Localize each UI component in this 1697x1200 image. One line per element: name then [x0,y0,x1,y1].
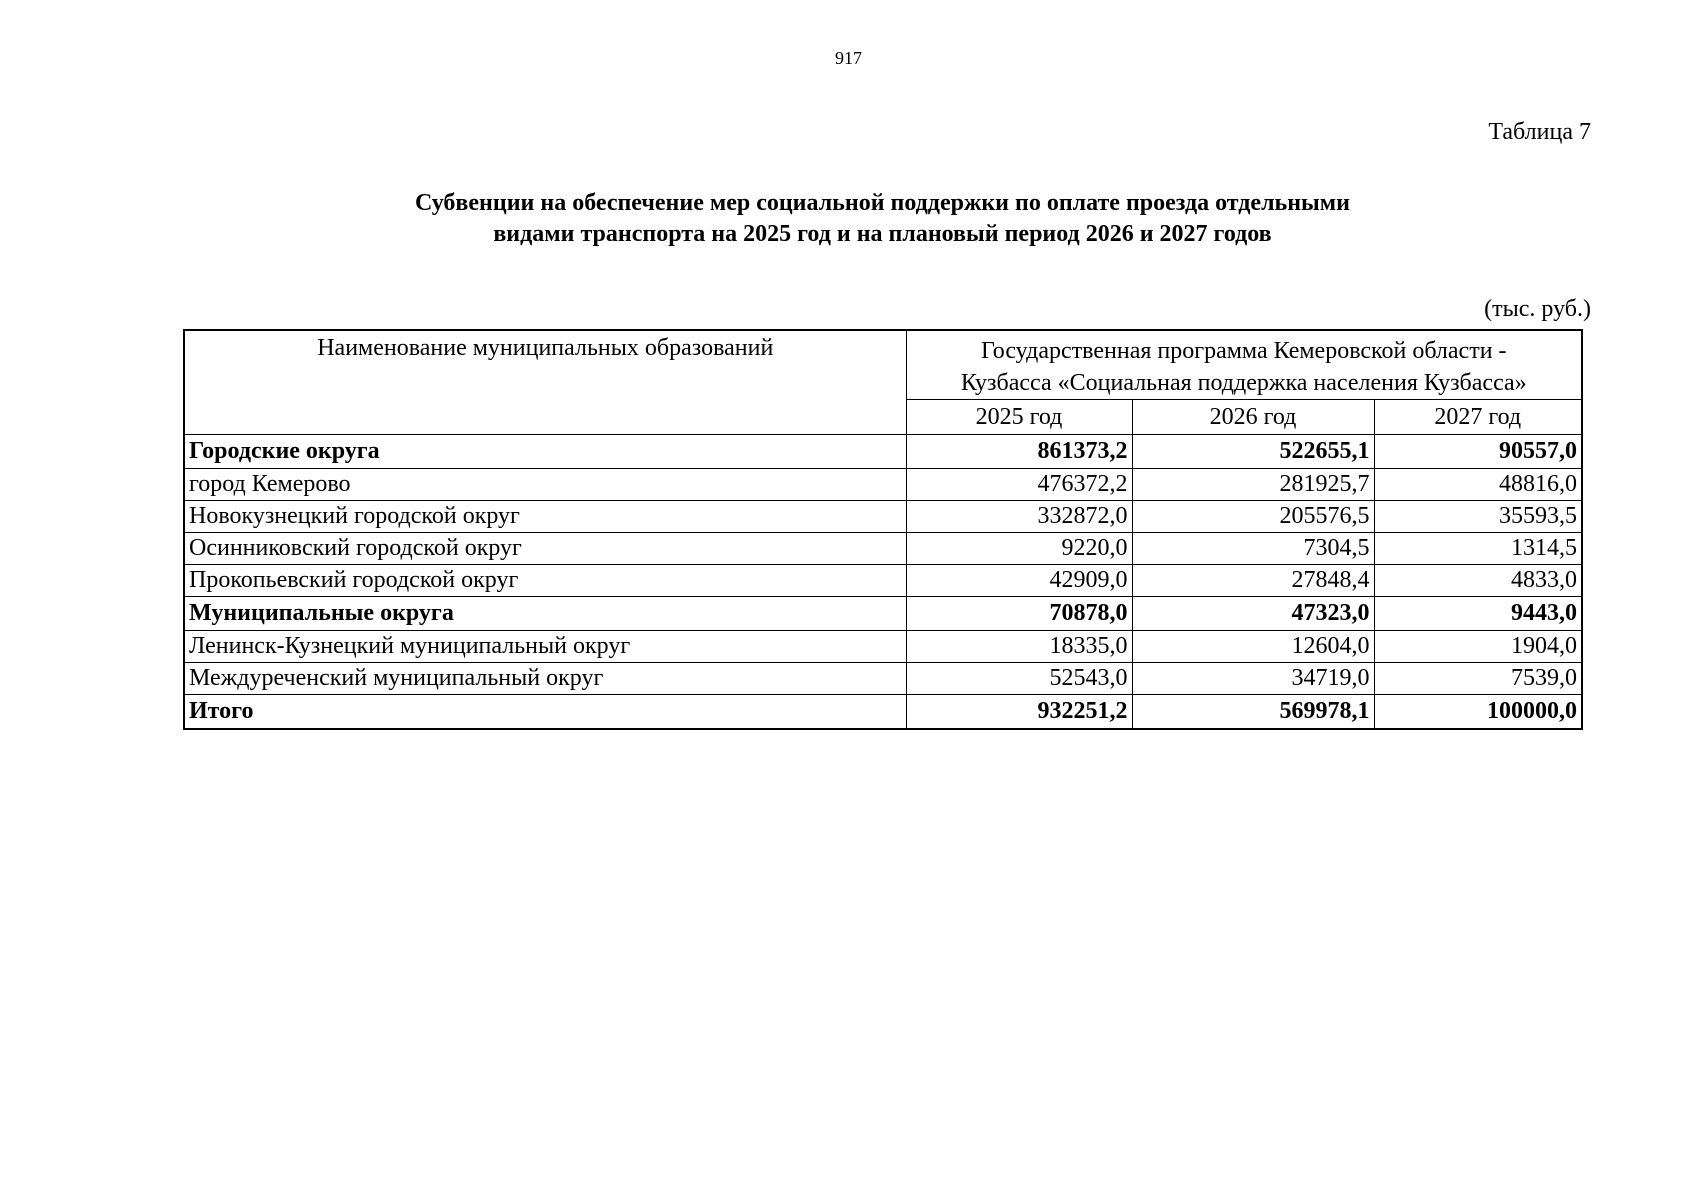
value-2027-cell: 4833,0 [1374,565,1582,597]
value-2027-cell: 48816,0 [1374,469,1582,501]
row-name-cell: Междуреченский муниципальный округ [184,663,906,695]
table-row [184,533,1582,565]
value-2026-cell: 12604,0 [1132,631,1374,663]
program-header-line-1: Государственная программа Кемеровской области - [980,338,1507,364]
value-2025-cell: 18335,0 [906,631,1132,663]
value-2027-cell: 9443,0 [1374,597,1582,631]
value-2026-cell: 47323,0 [1132,597,1374,631]
column-header-name: Наименование муниципальных образований [184,330,906,435]
value-2026-cell: 569978,1 [1132,695,1374,730]
title-line-1: Субвенции на обеспечение мер социальной поддержки по оплате проезда отдельными [415,190,1350,216]
table-row [184,663,1582,695]
table-row [184,469,1582,501]
value-2025-cell: 52543,0 [906,663,1132,695]
program-header-line-2: Кузбасса «Социальная поддержка населения Кузбасса» [960,370,1527,396]
value-2026-cell: 34719,0 [1132,663,1374,695]
row-name-cell: Ленинск-Кузнецкий муниципальный округ [184,631,906,663]
value-2025-cell: 332872,0 [906,501,1132,533]
row-name-cell: Итого [184,695,906,730]
column-header-2026: 2026 год [1132,400,1374,435]
value-2027-cell: 7539,0 [1374,663,1582,695]
table-label: Таблица 7 [1488,119,1591,145]
column-header-program [906,330,1582,400]
row-name-cell: Городские округа [184,435,906,469]
table-row [184,565,1582,597]
subventions-table [183,329,1583,730]
value-2025-cell: 476372,2 [906,469,1132,501]
value-2026-cell: 522655,1 [1132,435,1374,469]
value-2027-cell: 90557,0 [1374,435,1582,469]
value-2025-cell: 42909,0 [906,565,1132,597]
table-row [184,435,1582,469]
table-row [184,631,1582,663]
table-body [184,435,1582,730]
row-name-cell: город Кемерово [184,469,906,501]
value-2027-cell: 100000,0 [1374,695,1582,730]
document-title [200,188,1565,250]
units-label: (тыс. руб.) [1484,296,1591,322]
table-row [184,501,1582,533]
value-2026-cell: 27848,4 [1132,565,1374,597]
page-number: 917 [835,48,862,68]
value-2026-cell: 205576,5 [1132,501,1374,533]
row-name-cell: Муниципальные округа [184,597,906,631]
value-2026-cell: 281925,7 [1132,469,1374,501]
table-row [184,695,1582,730]
row-name-cell: Прокопьевский городской округ [184,565,906,597]
value-2025-cell: 932251,2 [906,695,1132,730]
column-header-2027: 2027 год [1374,400,1582,435]
value-2025-cell: 70878,0 [906,597,1132,631]
value-2027-cell: 35593,5 [1374,501,1582,533]
row-name-cell: Осинниковский городской округ [184,533,906,565]
value-2027-cell: 1314,5 [1374,533,1582,565]
row-name-cell: Новокузнецкий городской округ [184,501,906,533]
table-row [184,597,1582,631]
value-2027-cell: 1904,0 [1374,631,1582,663]
value-2025-cell: 861373,2 [906,435,1132,469]
column-header-2025: 2025 год [906,400,1132,435]
value-2026-cell: 7304,5 [1132,533,1374,565]
title-line-2: видами транспорта на 2025 год и на плановый период 2026 и 2027 годов [493,221,1272,247]
value-2025-cell: 9220,0 [906,533,1132,565]
